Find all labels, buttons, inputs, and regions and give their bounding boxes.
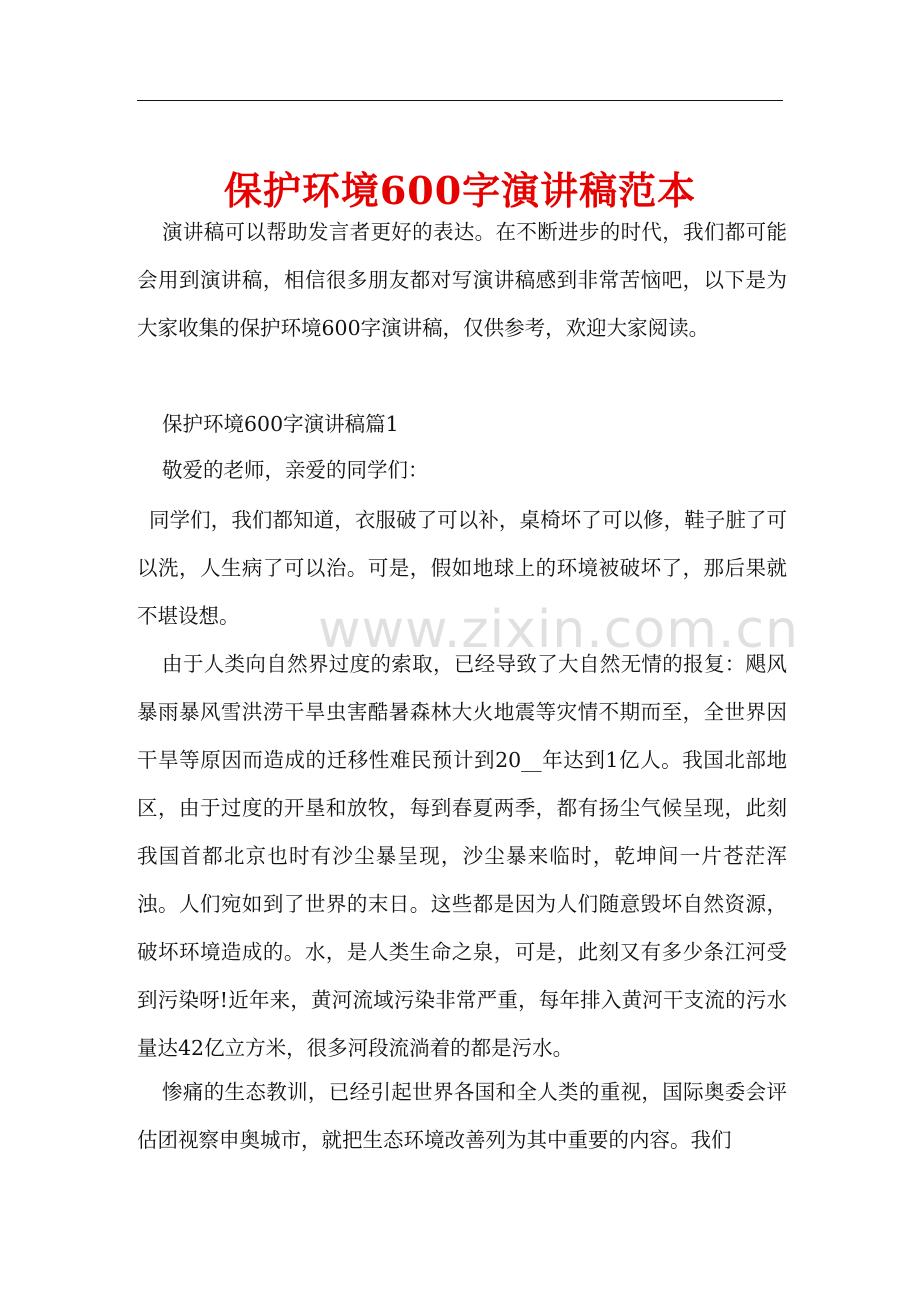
body-paragraph-3: 惨痛的生态教训，已经引起世界各国和全人类的重视，国际奥委会评估团视察申奥城市，就把生态环境改善列为其中重要的内容。我们 [137,1080,787,1152]
greeting: 敬爱的老师，亲爱的同学们： [162,458,429,482]
intro-paragraph: 演讲稿可以帮助发言者更好的表达。在不断进步的时代，我们都可能会用到演讲稿，相信很多朋友都对写演讲稿感到非常苦恼吧，以下是为大家收集的保护环境600字演讲稿，仅供参考，欢迎大家阅读。 [137,220,787,340]
header-rule [137,100,783,101]
watermark-text: www.zixin.com.cn [318,600,799,660]
section-heading: 保护环境600字演讲稿篇1 [162,412,399,436]
document-title: 保护环境600字演讲稿范本 [223,168,697,214]
body-paragraph-1: 同学们，我们都知道，衣服破了可以补，桌椅坏了可以修，鞋子脏了可以洗，人生病了可以治。可是，假如地球上的环境被破坏了，那后果就不堪设想。 [137,508,787,628]
body-paragraph-2: 由于人类向自然界过度的索取，已经导致了大自然无情的报复：飓风暴雨暴风雪洪涝干旱虫害酷暑森林大火地震等灾情不期而至，全世界因干旱等原因而造成的迁移性难民预计到20__年达到1亿人。我国北部地区，由于过度的开垦和放牧，每到春夏两季，都有扬尘气候呈现，此刻我国首都北京也时有沙尘暴呈现，沙尘暴来临时，乾坤间一片苍茫浑浊。人们宛如到了世界的末日。这些都是因为人们随意毁坏自然资源，破坏环境造成的。水，是人类生命之泉，可是，此刻又有多少条江河受到污染呀!近年来，黄河流域污染非常严重，每年排入黄河干支流的污水量达42亿立方米，很多河段流淌着的都是污水。 [137,652,787,1060]
